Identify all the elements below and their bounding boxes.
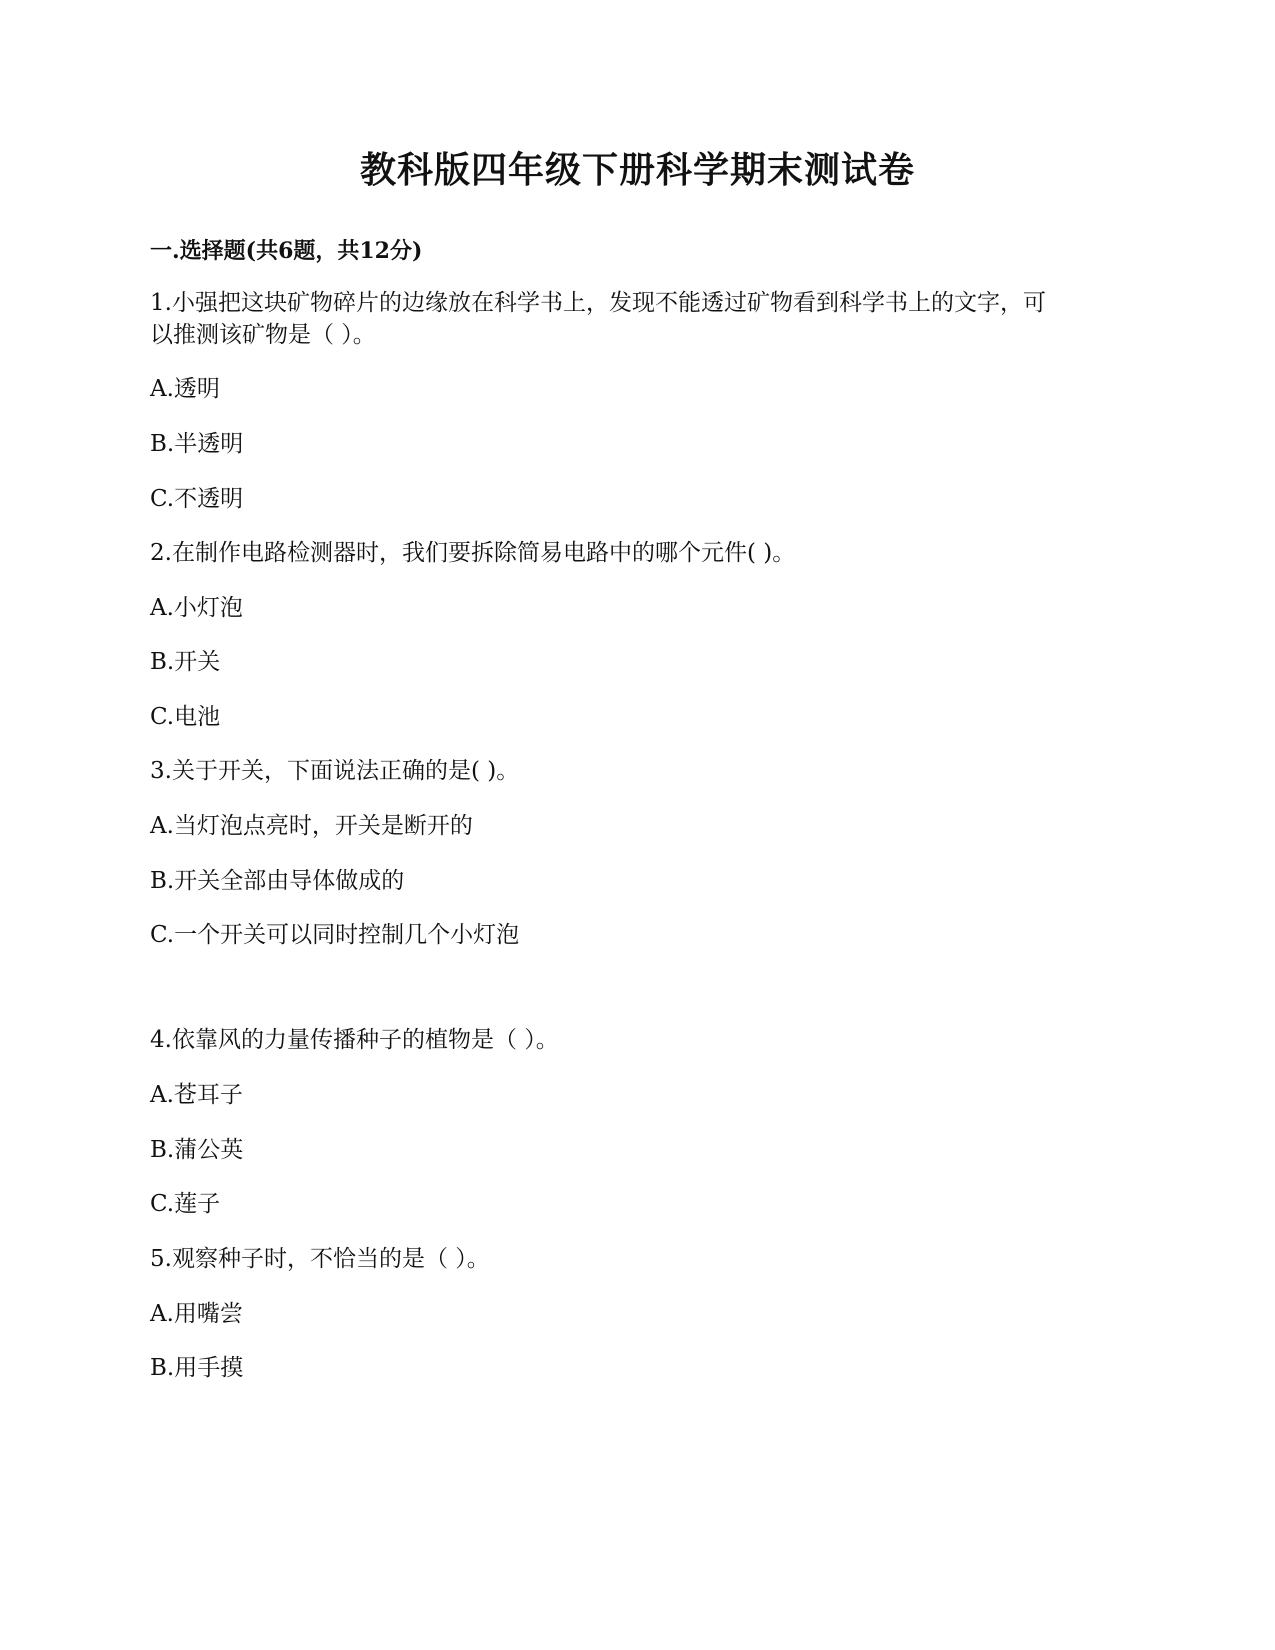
question-1-stem-line-2: 以推测该矿物是（ ）。 — [150, 322, 376, 348]
question-1-stem-line-1: 1.小强把这块矿物碎片的边缘放在科学书上，发现不能透过矿物看到科学书上的文字，可 — [150, 290, 1046, 316]
question-1-option-a: A.透明 — [150, 376, 220, 402]
question-5-option-a: A.用嘴尝 — [150, 1301, 243, 1327]
page-title: 教科版四年级下册科学期末测试卷 — [359, 149, 915, 191]
question-1-option-c: C.不透明 — [150, 486, 244, 512]
question-3-option-c: C.一个开关可以同时控制几个小灯泡 — [150, 922, 520, 948]
question-2-option-b: B.开关 — [150, 649, 221, 675]
question-2-option-a: A.小灯泡 — [150, 595, 243, 621]
question-4-option-a: A.苍耳子 — [150, 1082, 243, 1108]
question-3-stem: 3.关于开关，下面说法正确的是( )。 — [150, 758, 520, 784]
question-4-option-c: C.莲子 — [150, 1191, 221, 1217]
question-5-stem: 5.观察种子时，不恰当的是（ ）。 — [150, 1246, 490, 1272]
question-3-option-a: A.当灯泡点亮时，开关是断开的 — [150, 813, 473, 839]
question-1-option-b: B.半透明 — [150, 431, 244, 457]
question-4-stem: 4.依靠风的力量传播种子的植物是（ ）。 — [150, 1027, 559, 1053]
question-3-option-b: B.开关全部由导体做成的 — [150, 868, 405, 894]
section-heading: 一.选择题(共6题，共12分) — [150, 238, 423, 264]
question-4-option-b: B.蒲公英 — [150, 1137, 244, 1163]
question-5-option-b: B.用手摸 — [150, 1355, 244, 1381]
question-2-option-c: C.电池 — [150, 704, 221, 730]
question-2-stem: 2.在制作电路检测器时，我们要拆除简易电路中的哪个元件( )。 — [150, 540, 796, 566]
